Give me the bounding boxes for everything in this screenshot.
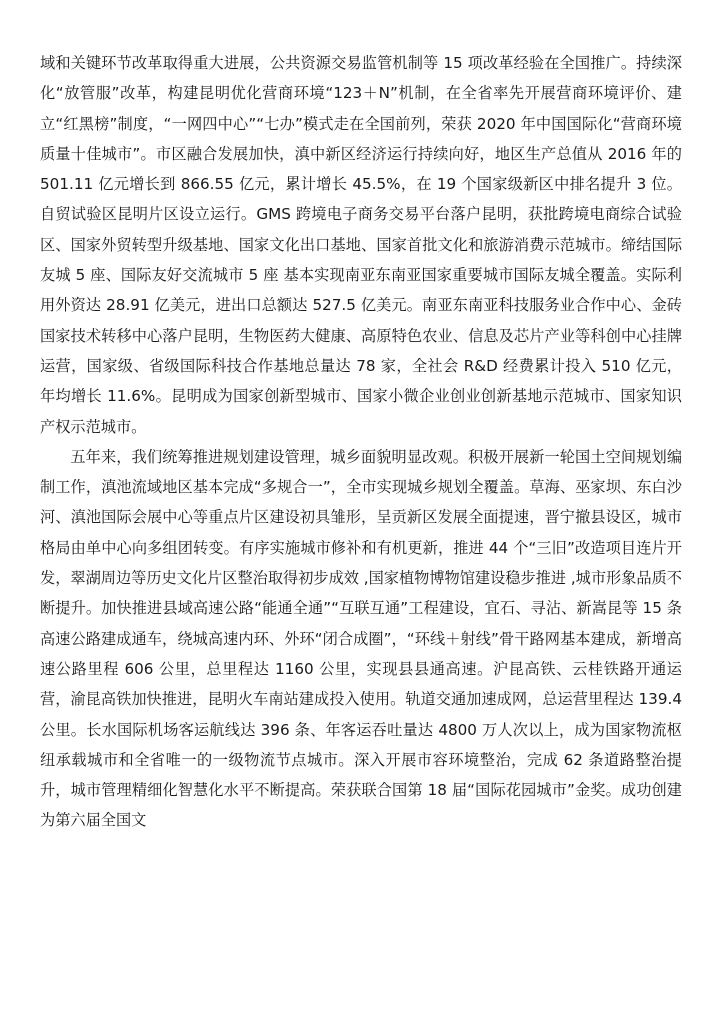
paragraph-urban-planning: 五年来，我们统筹推进规划建设管理，城乡面貌明显改观。积极开展新一轮国土空间规划编制工作，滇池流域地区基本完成“多规合一”，全市实现城乡规划全覆盖。草海、巫家坝、东白沙河、滇池国际会展中心等重点片区建设初具雏形，呈贡新区发展全面提速，晋宁撤县设区，城市格局由单中心向多组团转变。有序实施城市修补和有机更新，推进 44 个“三旧”改造项目连片开发，翠湖周边等历史文化片区整治取得初步成效 ,国家植物博物馆建设稳步推进 ,城市形象品质不断提升。加快推进县域高速公路“能通全通”“互联互通”工程建设，宜石、寻沾、新嵩昆等 15 条高速公路建成通车，绕城高速内环、外环“闭合成圈”，“环线＋射线”骨干路网基本建成，新增高速公路里程 606 公里，总里程达 1160 公里，实现县县通高速。沪昆高铁、云桂铁路开通运营，渝昆高铁加快推进，昆明火车南站建成投入使用。轨道交通加速成网，总运营里程达 139.4 公里。长水国际机场客运航线达 396 条、年客运吞吐量达 4800 万人次以上，成为国家物流枢纽承载城市和全省唯一的一级物流节点城市。深入开展市容环境整治，完成 62 条道路整治提升，城市管理精细化智慧化水平不断提高。荣获联合国第 18 届“国际花园城市”金奖。成功创建为第六届全国文 bbox=[40, 447, 682, 830]
paragraph-reform-opening: 域和关键环节改革取得重大进展，公共资源交易监管机制等 15 项改革经验在全国推广。持续深化“放管服”改革，构建昆明优化营商环境“123＋N”机制，在全省率先开展营商环境评价、建立“红黑榜”制度，“一网四中心”“七办”模式走在全国前列，荣获 2020 年中国国际化“营商环境质量十佳城市”。市区融合发展加快，滇中新区经济运行持续向好，地区生产总值从 2016 年的 501.11 亿元增长到 866.55 亿元，累计增长 45.5%，在 19 个国家级新区中排名提升 3 位。自贸试验区昆明片区设立运行。GMS 跨境电子商务交易平台落户昆明，获批跨境电商综合试验区、国家外贸转型升级基地、国家文化出口基地、国家首批文化和旅游消费示范城市。缔结国际友城 5 座、国际友好交流城市 5 座 基本实现南亚东南亚国家重要城市国际友城全覆盖。实际利用外资达 28.91 亿美元，进出口总额达 527.5 亿美元。南亚东南亚科技服务业合作中心、金砖国家技术转移中心落户昆明，生物医药大健康、高原特色农业、信息及芯片产业等科创中心挂牌运营，国家级、省级国际科技合作基地总量达 78 家，全社会 R&D 经费累计投入 510 亿元，年均增长 11.6%。昆明成为国家创新型城市、国家小微企业创业创新基地示范城市、国家知识产权示范城市。 bbox=[40, 54, 682, 436]
